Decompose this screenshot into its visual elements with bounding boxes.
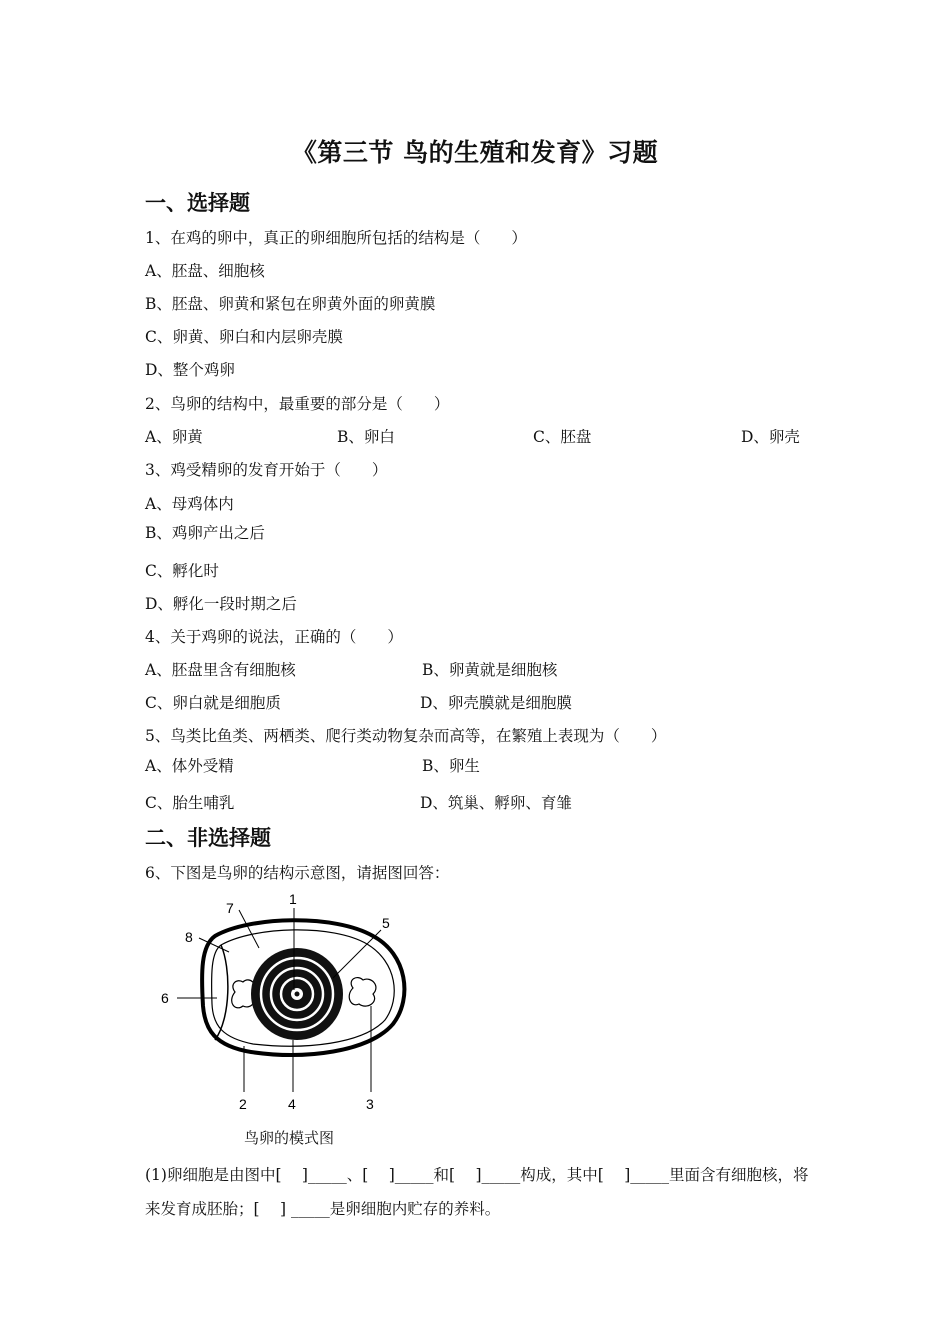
section-heading-choice: 一、选择题 — [145, 191, 250, 215]
question-5-option-b: B、卵生 — [422, 757, 480, 775]
question-3-option-a: A、母鸡体内 — [145, 495, 234, 513]
question-1-stem: 1、在鸡的卵中，真正的卵细胞所包括的结构是（ ） — [145, 229, 527, 247]
question-6-stem: 6、下图是鸟卵的结构示意图，请据图回答： — [145, 864, 450, 882]
question-3-option-d: D、孵化一段时期之后 — [145, 595, 297, 613]
question-3-option-c: C、孵化时 — [145, 562, 219, 580]
figure-caption: 鸟卵的模式图 — [244, 1129, 335, 1147]
question-5-option-a: A、体外受精 — [145, 757, 234, 775]
diagram-label-3: 3 — [366, 1096, 374, 1112]
bird-egg-diagram — [155, 888, 425, 1120]
diagram-label-2: 2 — [239, 1096, 247, 1112]
question-2-option-c: C、胚盘 — [533, 428, 592, 446]
question-5-option-d: D、筑巢、孵卵、育雏 — [420, 794, 572, 812]
question-2-stem: 2、鸟卵的结构中，最重要的部分是（ ） — [145, 395, 450, 413]
question-4-option-b: B、卵黄就是细胞核 — [422, 661, 558, 679]
question-4-option-c: C、卵白就是细胞质 — [145, 694, 281, 712]
chalaza-right — [349, 978, 376, 1007]
question-6-part-1: (1)卵细胞是由图中[ ]_____、[ ]_____和[ ]_____构成，其中[ ]_____里面含有细胞核，将来发育成胚胎；[ ] _____是卵细胞内贮存的养料。 — [145, 1166, 809, 1218]
diagram-label-6: 6 — [161, 990, 169, 1006]
section-heading-nonchoice: 二、非选择题 — [145, 826, 271, 850]
question-1-option-b: B、胚盘、卵黄和紧包在卵黄外面的卵黄膜 — [145, 295, 436, 313]
question-1-option-a: A、胚盘、细胞核 — [145, 262, 265, 280]
question-4-stem: 4、关于鸡卵的说法，正确的（ ） — [145, 628, 403, 646]
question-5-stem: 5、鸟类比鱼类、两栖类、爬行类动物复杂而高等，在繁殖上表现为（ ） — [145, 727, 667, 745]
diagram-label-1: 1 — [289, 891, 297, 907]
question-4-option-a: A、胚盘里含有细胞核 — [145, 661, 296, 679]
diagram-label-8: 8 — [185, 929, 193, 945]
diagram-label-5: 5 — [382, 915, 390, 931]
question-3-stem: 3、鸡受精卵的发育开始于（ ） — [145, 461, 388, 479]
question-5-option-c: C、胎生哺乳 — [145, 794, 235, 812]
page-title: 《第三节 鸟的生殖和发育》习题 — [291, 138, 659, 167]
diagram-label-4: 4 — [288, 1096, 296, 1112]
question-3-option-b: B、鸡卵产出之后 — [145, 524, 265, 542]
question-2-option-b: B、卵白 — [337, 428, 395, 446]
question-4-option-d: D、卵壳膜就是细胞膜 — [420, 694, 572, 712]
question-1-option-d: D、整个鸡卵 — [145, 361, 235, 379]
diagram-label-7: 7 — [226, 900, 234, 916]
question-2-option-a: A、卵黄 — [145, 428, 203, 446]
question-2-option-d: D、卵壳 — [741, 428, 800, 446]
question-1-option-c: C、卵黄、卵白和内层卵壳膜 — [145, 328, 343, 346]
